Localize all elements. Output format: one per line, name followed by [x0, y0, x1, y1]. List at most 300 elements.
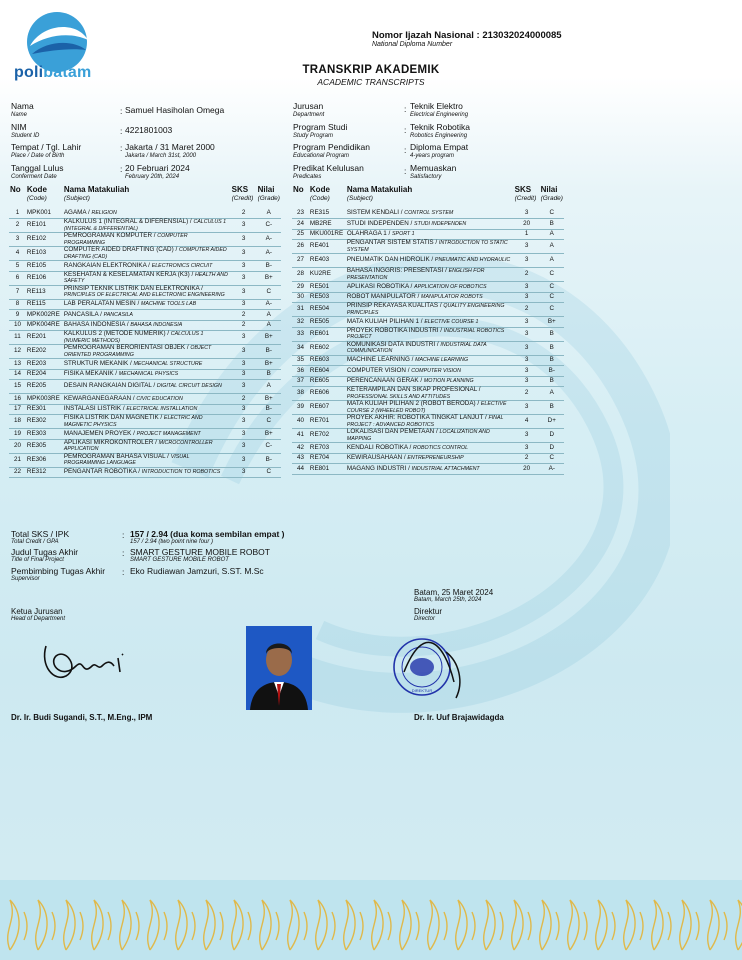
course-grade: B	[540, 401, 564, 415]
course-number: 25	[292, 229, 309, 240]
course-credit: 3	[231, 439, 257, 453]
course-grade: C	[257, 285, 281, 299]
course-name-en: CONTROL SYSTEM	[404, 209, 454, 216]
course-row	[292, 219, 564, 230]
course-code: RE115	[26, 299, 63, 310]
col-header-grade: Nilai (Grade)	[540, 185, 563, 202]
course-name	[346, 387, 514, 401]
course-number: 27	[292, 254, 309, 268]
department-label: Jurusan Department	[293, 101, 325, 118]
course-code: RE605	[309, 376, 346, 387]
course-number: 28	[292, 268, 309, 282]
course-code: MB2RE	[309, 219, 346, 230]
course-name-id: KOMUNIKASI DATA INDUSTRI /	[346, 340, 439, 348]
supervisor-value: Eko Rudiawan Jamzuri, S.ST. M.Sc	[130, 566, 264, 576]
course-grade: A	[540, 387, 564, 401]
course-credit: 3	[514, 208, 540, 219]
course-row	[292, 443, 564, 454]
course-grade: B+	[540, 317, 564, 328]
course-code: RE503	[309, 292, 346, 303]
course-row	[292, 317, 564, 328]
course-credit: 2	[514, 268, 540, 282]
course-grade: B	[540, 327, 564, 341]
course-code: RE312	[26, 467, 63, 478]
course-name	[63, 415, 231, 429]
course-name-id: LAB PERALATAN MESIN /	[63, 300, 140, 307]
course-name-id: PROYEK ROBOTIKA INDUSTRI /	[346, 326, 443, 334]
course-row	[9, 345, 281, 359]
course-name	[63, 331, 231, 345]
course-number: 32	[292, 317, 309, 328]
course-number: 39	[292, 401, 309, 415]
course-name-en: INDUSTRIAL ATTACHMENT	[411, 465, 480, 472]
course-number: 13	[9, 359, 26, 370]
course-name	[63, 219, 231, 233]
course-name-en: STUDI INDEPENDEN	[414, 220, 467, 227]
course-name	[346, 254, 514, 268]
course-grade: C	[540, 292, 564, 303]
course-code: KU2RE	[309, 268, 346, 282]
course-number: 4	[9, 247, 26, 261]
course-name	[63, 345, 231, 359]
col-header-subject: Nama Matakuliah (Subject)	[346, 185, 413, 202]
course-name-en: MACHINE TOOLS LAB	[140, 301, 197, 307]
course-name-en: ELECTIVE COURSE 1	[424, 318, 479, 325]
course-name-id: BAHASA INDONESIA /	[63, 321, 129, 328]
course-number: 20	[9, 439, 26, 453]
course-credit: 20	[514, 464, 540, 475]
course-name-en: INTRODUCTION TO ROBOTICS	[141, 469, 221, 475]
name-value: Samuel Hasiholan Omega	[125, 105, 225, 115]
course-grade: A	[540, 240, 564, 254]
course-name-id: PENGANTAR ROBOTIKA /	[63, 468, 141, 475]
course-row	[9, 219, 281, 233]
course-name-id: OLAHRAGA 1 /	[346, 230, 391, 237]
course-name-id: PERENCANAAN GERAK /	[346, 377, 423, 384]
decorative-bottom-pattern	[0, 880, 742, 960]
course-number: 9	[9, 310, 26, 321]
course-row	[292, 355, 564, 366]
course-code: RE602	[309, 341, 346, 355]
course-code: MPK004RE	[26, 320, 63, 331]
course-name	[63, 439, 231, 453]
course-code: RE702	[309, 429, 346, 443]
course-name	[346, 208, 514, 219]
course-row	[9, 467, 281, 478]
course-grade: B	[540, 376, 564, 387]
page-subtitle: ACADEMIC TRANSCRIPTS	[317, 77, 425, 87]
course-code: MPK003RE	[26, 394, 63, 405]
course-name	[346, 401, 514, 415]
course-code: RE603	[309, 355, 346, 366]
course-grade: A-	[540, 464, 564, 475]
course-name-id: PEMROGRAMAN BAHASA VISUAL /	[63, 452, 169, 460]
course-name-id: PROYEK AKHIR: ROBOTIKA TINGKAT LANJUT /	[346, 414, 487, 421]
course-name	[346, 317, 514, 328]
course-credit: 3	[231, 415, 257, 429]
course-credit: 3	[231, 285, 257, 299]
course-row	[292, 268, 564, 282]
course-code: RE315	[309, 208, 346, 219]
col-header-grade: Nilai (Grade)	[257, 185, 280, 202]
course-credit: 2	[514, 303, 540, 317]
course-row	[292, 254, 564, 268]
logo-word-batam: batam	[43, 64, 92, 81]
course-credit: 2	[514, 387, 540, 401]
course-code: RE403	[309, 254, 346, 268]
course-credit: 2	[231, 310, 257, 321]
course-credit: 3	[231, 467, 257, 478]
course-name-id: STUDI INDEPENDEN /	[346, 219, 413, 227]
course-number: 3	[9, 233, 26, 247]
course-number: 6	[9, 271, 26, 285]
course-name-en: APPLICATION OF ROBOTICS	[414, 283, 487, 290]
course-name-id: COMPUTER AIDED DRAFTING (CAD) /	[63, 246, 178, 253]
course-credit: 3	[231, 369, 257, 380]
place-date: Batam, 25 Maret 2024 Batam, March 25th, 2024	[414, 588, 494, 603]
course-name-id: MATA KULIAH PILIHAN 1 /	[346, 317, 423, 325]
course-number: 44	[292, 464, 309, 475]
course-credit: 3	[231, 359, 257, 370]
course-code: RE401	[309, 240, 346, 254]
birth-label: Tempat / Tgl. Lahir Place / Date of Birth	[11, 142, 82, 159]
course-name-id: MACHINE LEARNING /	[346, 356, 414, 363]
course-row	[9, 310, 281, 321]
course-number: 42	[292, 443, 309, 454]
col-header-no: No	[293, 185, 304, 194]
course-name-en: ELECTIVE COURSE 2 (WHEELED ROBOT)	[346, 401, 507, 414]
course-name	[346, 464, 514, 475]
course-name	[63, 285, 231, 299]
course-grade: B-	[257, 345, 281, 359]
course-number: 7	[9, 285, 26, 299]
course-number: 8	[9, 299, 26, 310]
course-grade: B-	[540, 366, 564, 377]
course-credit: 3	[231, 247, 257, 261]
course-grade: A-	[257, 233, 281, 247]
course-name-id: PRINSIP TEKNIK LISTRIK DAN ELEKTRONIKA /	[63, 284, 203, 292]
course-row	[292, 415, 564, 429]
nim-value: 4221801003	[125, 125, 173, 135]
course-code: RE604	[309, 366, 346, 377]
course-name-en: MICROCONTROLLER APPLICATION	[63, 439, 213, 452]
col-header-credit: SKS (Credit)	[231, 185, 254, 202]
course-grade: B-	[257, 404, 281, 415]
course-credit: 3	[231, 380, 257, 394]
course-name-en: INTRODUCTION TO STATIC SYSTEM	[346, 240, 508, 253]
course-grade: C	[257, 467, 281, 478]
course-name-id: RANGKAIAN ELEKTRONIKA /	[63, 261, 150, 269]
course-row	[9, 394, 281, 405]
col-header-no: No	[10, 185, 21, 194]
course-number: 24	[292, 219, 309, 230]
course-name-id: BAHASA INGGRIS: PRESENTASI /	[346, 267, 447, 274]
education-program-label: Program Pendidikan Educational Program	[293, 142, 371, 159]
course-name	[346, 292, 514, 303]
course-name	[63, 380, 231, 394]
course-name	[346, 219, 514, 230]
student-photo	[246, 626, 312, 710]
course-name-en: PROFESSIONAL SKILLS AND ATTITUDES	[346, 393, 451, 400]
course-credit: 3	[231, 271, 257, 285]
col-header-subject: Nama Matakuliah (Subject)	[63, 185, 130, 202]
predicate-label: Predikat Kelulusan Predicates	[293, 163, 364, 180]
birth-value: Jakarta / 31 Maret 2000 Jakarta / March 31st, 2000	[125, 142, 215, 159]
course-credit: 3	[514, 429, 540, 443]
course-number: 12	[9, 345, 26, 359]
logo-word-poli: poli	[14, 64, 44, 81]
course-grade: B-	[257, 453, 281, 467]
course-name-en: MECHANICAL STRUCTURE	[133, 360, 203, 367]
course-name	[346, 429, 514, 443]
course-name	[63, 310, 231, 321]
course-credit: 3	[514, 240, 540, 254]
course-code: RE501	[309, 282, 346, 293]
course-name-en: COMPUTER VISION	[411, 367, 461, 374]
course-credit: 2	[231, 320, 257, 331]
course-credit: 4	[514, 415, 540, 429]
course-credit: 3	[514, 401, 540, 415]
head-of-department-signature	[36, 636, 131, 686]
course-name-en: PROJECT MANAGEMENT	[136, 430, 201, 437]
study-program-label: Program Studi Study Program	[293, 122, 348, 139]
course-credit: 3	[514, 317, 540, 328]
course-number: 40	[292, 415, 309, 429]
course-name-id: MAGANG INDUSTRI /	[346, 464, 410, 472]
course-name-en: PRINCIPLES OF ELECTRICAL AND ELECTRONIC ENGINEERING	[63, 292, 225, 298]
course-grade: A	[257, 320, 281, 331]
course-name-en: DIGITAL CIRCUIT DESIGN	[156, 383, 222, 390]
course-grade: C	[540, 208, 564, 219]
course-name-en: FINAL PROJECT : ADVANCED ROBOTICS	[346, 415, 504, 428]
course-row	[9, 261, 281, 272]
course-code: RE303	[26, 429, 63, 440]
course-grade: B+	[257, 359, 281, 370]
course-row	[9, 285, 281, 299]
course-name-en: HEALTH AND SAFETY	[63, 271, 228, 284]
course-code: RE703	[309, 443, 346, 454]
col-header-code: Kode (Code)	[26, 185, 47, 202]
course-credit: 3	[514, 341, 540, 355]
course-name-id: MATA KULIAH PILIHAN 2 (ROBOT BERODA) /	[346, 400, 480, 407]
course-grade: C-	[257, 439, 281, 453]
course-row	[9, 415, 281, 429]
course-grade: D	[540, 429, 564, 443]
course-row	[9, 439, 281, 453]
course-name-id: PNEUMATIK DAN HIDROLIK /	[346, 256, 434, 264]
education-program-value: Diploma Empat 4-years program	[410, 142, 469, 159]
course-number: 1	[9, 208, 26, 219]
course-name	[346, 415, 514, 429]
course-credit: 3	[231, 331, 257, 345]
course-name-en: CALCULUS 1 (NUMERIC METHODS)	[63, 331, 204, 344]
course-code: MPK001	[26, 208, 63, 219]
course-number: 16	[9, 394, 26, 405]
course-credit: 3	[514, 282, 540, 293]
course-number: 35	[292, 355, 309, 366]
course-grade: C	[257, 415, 281, 429]
course-grade: B+	[257, 331, 281, 345]
course-name-en: COMPUTER AIDED DRAFTING (CAD)	[63, 247, 227, 260]
course-credit: 1	[514, 229, 540, 240]
official-stamp-and-signature	[384, 632, 474, 702]
course-name	[346, 341, 514, 355]
course-number: 14	[9, 369, 26, 380]
course-row	[292, 341, 564, 355]
course-code: RE105	[26, 261, 63, 272]
course-grade: B+	[257, 271, 281, 285]
course-code: RE504	[309, 303, 346, 317]
course-name-en: CALCULUS 1 (INTEGRAL & DIFFERENTIAL)	[63, 219, 227, 232]
course-code: RE305	[26, 439, 63, 453]
course-row	[9, 271, 281, 285]
predicate-value: Memuaskan Satisfactory	[410, 163, 457, 180]
course-grade: A	[257, 310, 281, 321]
course-number: 33	[292, 327, 309, 341]
course-code: RE302	[26, 415, 63, 429]
course-row	[9, 247, 281, 261]
course-row	[292, 387, 564, 401]
course-credit: 3	[231, 233, 257, 247]
course-row	[292, 208, 564, 219]
course-number: 21	[9, 453, 26, 467]
study-program-value: Teknik Robotika Robotics Engineering	[410, 122, 471, 139]
course-row	[292, 303, 564, 317]
total-credit-value: 157 / 2.94 (dua koma sembilan empat ) 157 / 2.94 (two point nine four )	[130, 529, 285, 545]
course-name-id: PRINSIP REKAYASA KUALITAS /	[346, 302, 442, 309]
course-grade: C	[540, 268, 564, 282]
course-code: RE701	[309, 415, 346, 429]
course-row	[292, 401, 564, 415]
stamp-label: DIREKTUR	[411, 688, 433, 693]
page-title: TRANSKRIP AKADEMIK	[302, 64, 440, 76]
course-name-en: BAHASA INDONESIA	[130, 322, 183, 328]
col-header-credit: SKS (Credit)	[514, 185, 537, 202]
course-grade: B+	[257, 394, 281, 405]
course-name	[63, 467, 231, 478]
course-name-en: MECHANICAL PHYSICS	[118, 371, 179, 377]
course-grade: B+	[257, 429, 281, 440]
course-code: RE201	[26, 331, 63, 345]
course-name-en: VISUAL PROGRAMMING LANGUAGE	[63, 453, 190, 466]
course-code: RE505	[309, 317, 346, 328]
course-name-id: ROBOT MANIPULATOR /	[346, 293, 420, 300]
course-name	[63, 394, 231, 405]
course-code: RE606	[309, 387, 346, 401]
course-name	[63, 261, 231, 272]
course-grade: A	[257, 208, 281, 219]
course-name-id: KALKULUS 1 (INTEGRAL & DIFERENSIAL) /	[63, 218, 192, 225]
course-code: RE102	[26, 233, 63, 247]
course-name	[63, 429, 231, 440]
course-credit: 3	[231, 261, 257, 272]
course-credit: 20	[514, 219, 540, 230]
course-row	[292, 240, 564, 254]
course-credit: 3	[231, 219, 257, 233]
course-grade: B	[540, 341, 564, 355]
col-header-code: Kode (Code)	[309, 185, 330, 202]
course-row	[9, 320, 281, 331]
course-code: RE801	[309, 464, 346, 475]
course-credit: 2	[514, 453, 540, 464]
course-name	[346, 355, 514, 366]
total-credit-label: Total SKS / IPK Total Credit / GPA	[11, 529, 70, 545]
course-name	[63, 208, 231, 219]
course-number: 18	[9, 415, 26, 429]
course-grade: C	[540, 453, 564, 464]
course-credit: 3	[514, 254, 540, 268]
course-code: MPK002RE	[26, 310, 63, 321]
course-row	[292, 229, 564, 240]
course-name-en: SPORT 1	[392, 231, 415, 237]
course-grade: B-	[257, 261, 281, 272]
course-row	[9, 331, 281, 345]
course-code: RE203	[26, 359, 63, 370]
course-number: 37	[292, 376, 309, 387]
course-credit: 3	[514, 366, 540, 377]
course-number: 31	[292, 303, 309, 317]
course-grade: C	[540, 282, 564, 293]
course-credit: 3	[514, 355, 540, 366]
course-name	[63, 299, 231, 310]
course-name	[63, 271, 231, 285]
course-number: 38	[292, 387, 309, 401]
course-name	[346, 366, 514, 377]
course-name-en: ENTREPRENEURSHIP	[407, 455, 464, 461]
course-name-en: LOCALIZATION AND MAPPING	[346, 429, 490, 442]
course-grade: B	[540, 355, 564, 366]
course-table-right	[292, 186, 564, 475]
course-name-id: LOKALISASI DAN PEMETAAN /	[346, 428, 438, 435]
course-number: 30	[292, 292, 309, 303]
course-number: 17	[9, 404, 26, 415]
course-number: 41	[292, 429, 309, 443]
course-row	[292, 292, 564, 303]
course-grade: B	[540, 219, 564, 230]
course-credit: 3	[514, 327, 540, 341]
director-role: Direktur Director	[414, 607, 443, 622]
course-number: 5	[9, 261, 26, 272]
course-row	[9, 453, 281, 467]
course-name-id: MANAJEMEN PROYEK /	[63, 429, 135, 437]
course-row	[292, 282, 564, 293]
course-row	[292, 429, 564, 443]
course-name-id: APLIKASI MIKROKONTROLER /	[63, 438, 157, 446]
course-row	[292, 453, 564, 464]
course-name	[346, 282, 514, 293]
course-code: RE113	[26, 285, 63, 299]
course-name-id: KEWARGANEGARAAN /	[63, 394, 135, 402]
course-grade: A-	[257, 247, 281, 261]
course-name-en: PNEUMATIC AND HYDRAULIC	[434, 257, 511, 264]
course-name-en: MANIPULATOR ROBOTS	[421, 294, 483, 300]
course-number: 22	[9, 467, 26, 478]
course-credit: 3	[231, 429, 257, 440]
name-label: Nama Name	[11, 101, 34, 118]
course-row	[9, 369, 281, 380]
course-grade: A	[540, 229, 564, 240]
course-row	[9, 429, 281, 440]
course-name	[63, 359, 231, 370]
course-number: 15	[9, 380, 26, 394]
course-number: 29	[292, 282, 309, 293]
course-name-id: FISIKA LISTRIK DAN MAGNETIK /	[63, 414, 163, 421]
course-name	[346, 453, 514, 464]
course-credit: 3	[231, 404, 257, 415]
course-name	[63, 247, 231, 261]
course-number: 23	[292, 208, 309, 219]
course-number: 34	[292, 341, 309, 355]
